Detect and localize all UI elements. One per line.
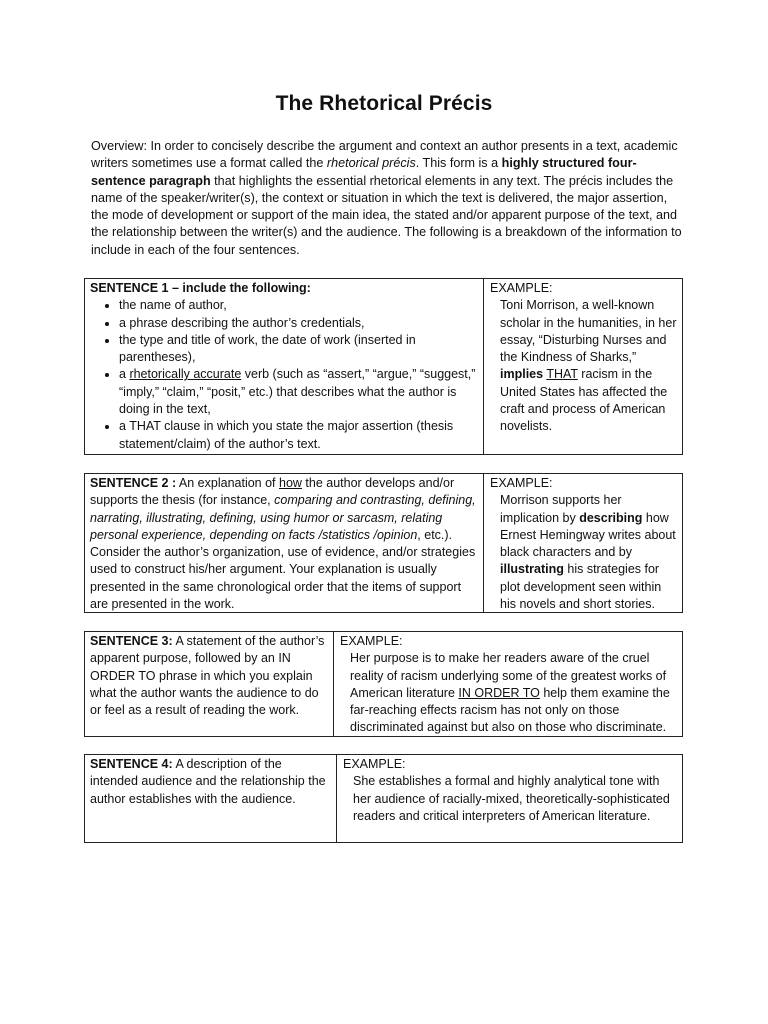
sentence-3-instructions: SENTENCE 3: A statement of the author’s apparent purpose, followed by an IN ORDER TO phrase in which you explain what the author wants the audience to do or feel as a result of reading the work. [85,632,334,736]
list-item: • a THAT clause in which you state the major assertion (thesis statement/claim) of the author’s text. [119,418,478,453]
sentence-1-list [90,297,478,453]
list-item: • a phrase describing the author’s credentials, [119,315,478,332]
sentence-3-heading: SENTENCE 3: [90,634,173,648]
sentence-2-instructions: SENTENCE 2 : An explanation of how the author develops and/or supports the thesis (for instance, comparing and contrasting, defining, narrating, illustrating, defining, using humor or sarcasm, relating personal experience, depending on facts /statistics /opinion, etc.). Consider the author’s organization, use of evidence, and/or strategies used to construct his/her argument. Your explanation is usually presented in the same chronological order that the items of support are presented in the work. [85,474,484,612]
sentence-4-instructions: SENTENCE 4: A description of the intended audience and the relationship the author establishes with the audience. [85,755,337,842]
sentence-2-table [84,473,683,613]
sentence-4-example [337,755,682,842]
sentence-2-example [484,474,682,612]
example-text: She establishes a formal and highly analytical tone with her audience of racially-mixed, theoretically-sophisticated readers and critical interpreters of American literature. [353,774,670,823]
example-text: Her purpose is to make her readers aware of the cruel reality of racism underlying some of the greatest works of American literature IN ORDER TO help them examine the far-reaching effects racism has not only on those discriminated against but also on those who discriminate. [350,651,670,735]
example-label: EXAMPLE: [340,634,403,648]
example-label: EXAMPLE: [343,757,406,771]
sentence-3-table [84,631,683,737]
overview-paragraph: Overview: In order to concisely describe the argument and context an author presents in a text, academic writers sometimes use a format called the rhetorical précis. This form is a highly structured four-sentence paragraph that highlights the essential rhetorical elements in any text. The précis includes the name of the speaker/writer(s), the context or situation in which the text is delivered, the major assertion, the mode of development or support of the main idea, the stated and/or apparent purpose of the text, and the relationship between the writer(s) and the audience. The following is a breakdown of the information to include in each of the four sentences. [91,139,682,257]
list-item: • the name of author, [119,297,478,314]
example-text: Morrison supports her implication by describing how Ernest Hemingway writes about black characters and by illustrating his strategies for plot development seen within his novels and short stories. [500,493,676,612]
sentence-4-table [84,754,683,843]
sentence-3-example [334,632,682,736]
sentence-1-table [84,278,683,455]
sentence-1-example [484,279,682,454]
example-text: Toni Morrison, a well-known scholar in the humanities, in her essay, “Disturbing Nurses and the Kindness of Sharks,” implies THAT racism in the United States has affected the craft and process of American novelists. [500,298,677,434]
example-label: EXAMPLE: [490,476,553,490]
sentence-2-heading: SENTENCE 2 : [90,476,177,490]
page-title: The Rhetorical Précis [275,92,493,115]
list-item: • the type and title of work, the date of work (inserted in parentheses), [119,332,478,367]
list-item: • a rhetorically accurate verb (such as “assert,” “argue,” “suggest,” “imply,” “claim,” “posit,” etc.) that describes what the author is doing in the text, [119,366,478,418]
sentence-1-heading: SENTENCE 1 – include the following: [90,281,311,295]
sentence-4-heading: SENTENCE 4: [90,757,173,771]
sentence-1-instructions [85,279,484,454]
example-label: EXAMPLE: [490,281,553,295]
